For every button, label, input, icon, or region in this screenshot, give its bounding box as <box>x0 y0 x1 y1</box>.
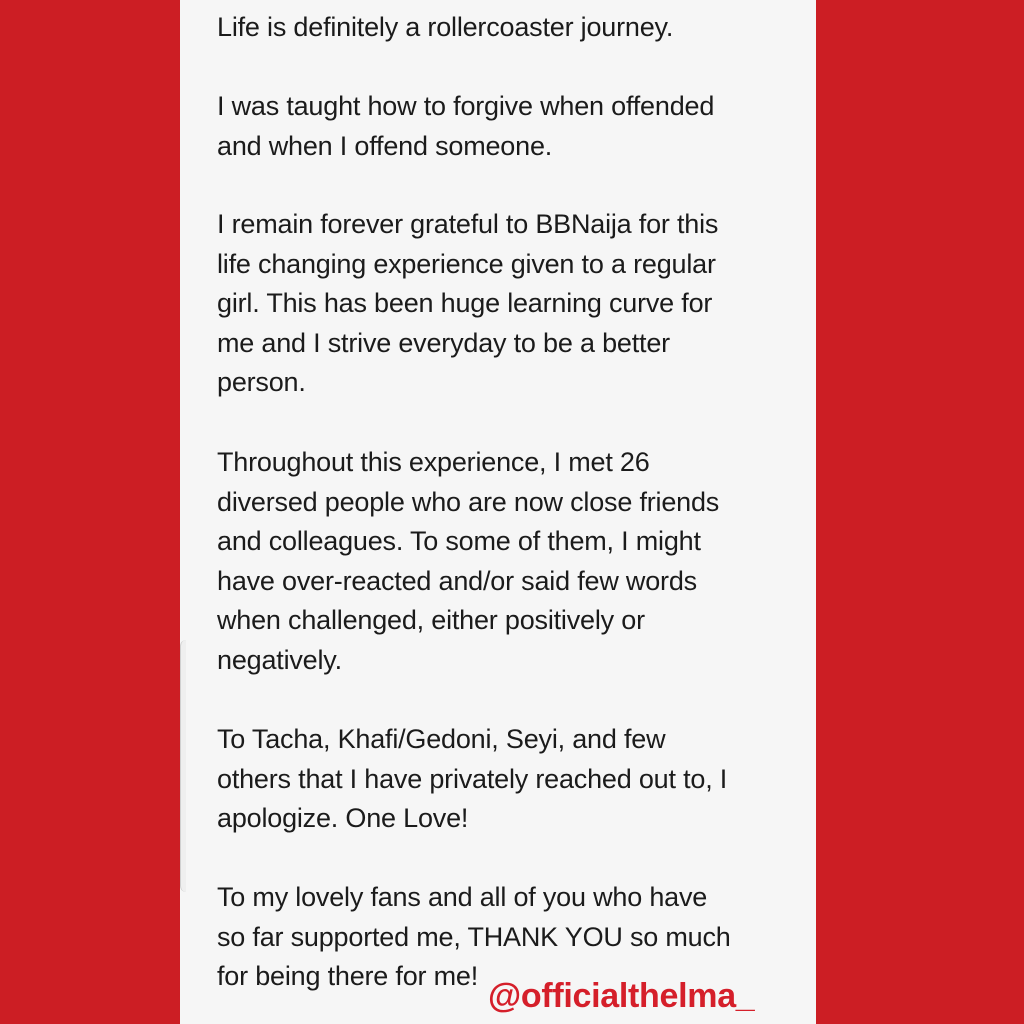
paragraph-3: I remain forever grateful to BBNaija for this life changing experience given to a regular girl. This has been huge learning curve for me and I strive everyday to be a better person. <box>217 209 719 398</box>
paragraph-2: I was taught how to forgive when offended and when I offend someone. <box>217 91 715 161</box>
instagram-handle-watermark: @officialthelma_ <box>488 977 755 1015</box>
panel-edge-handle <box>180 640 186 892</box>
paragraph-5: To Tacha, Khafi/Gedoni, Seyi, and few others that I have privately reached out to, I apologize. One Love! <box>217 724 728 834</box>
paragraph-4: Throughout this experience, I met 26 diversed people who are now close friends and colleagues. To some of them, I might have over-reacted and/or said few words when challenged, either positively or negatively. <box>217 447 720 675</box>
paragraph-6: To my lovely fans and all of you who have so far supported me, THANK YOU so much for being there for me! <box>217 882 731 992</box>
paragraph-1: Life is definitely a rollercoaster journey. <box>217 12 674 42</box>
